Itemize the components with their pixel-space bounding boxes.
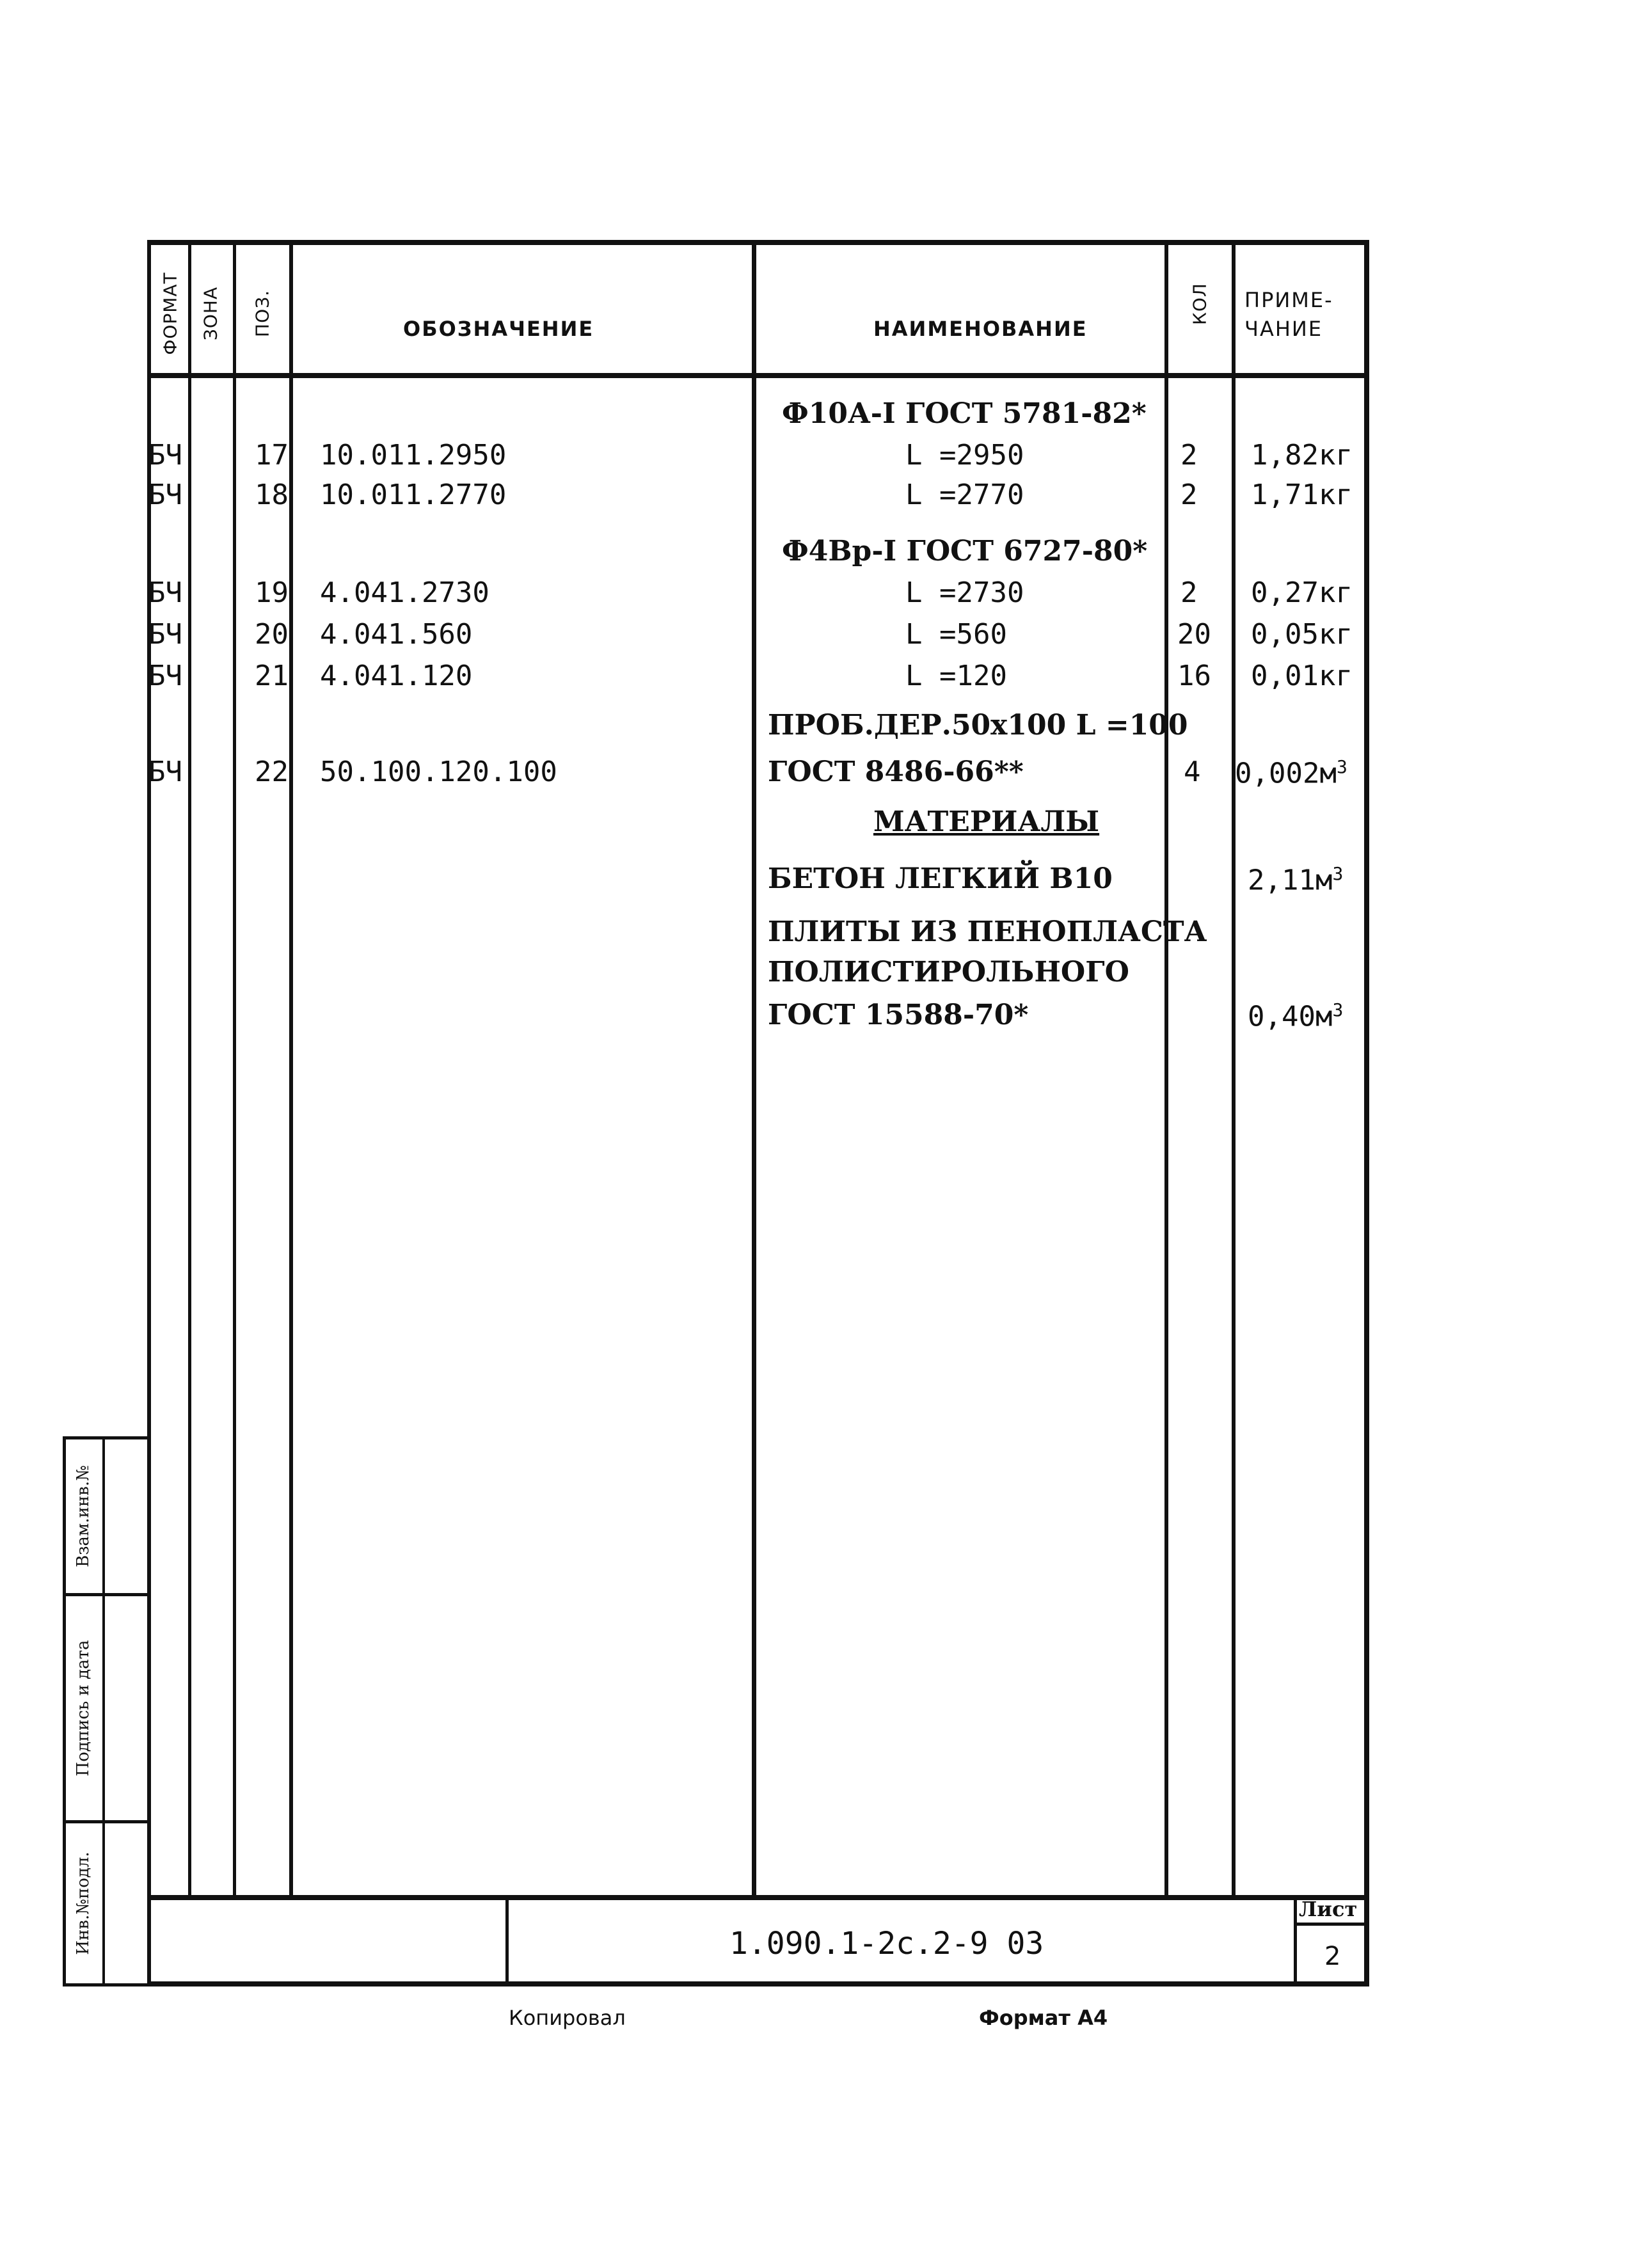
row-name: Ф10А-I ГОСТ 5781-82* [782,397,1147,430]
header-zone: ЗОНА [200,286,221,341]
row-name: ГОСТ 15588-70* [768,999,1029,1031]
row-format: БЧ [148,576,182,609]
row-note: $0,002м^3$ [1235,756,1347,790]
column-divider-name [1164,240,1168,1900]
row-qty: 2 [1180,576,1198,609]
row-name: Ф4Вр-I ГОСТ 6727-80* [782,535,1148,567]
row-designation: 4.041.2730 [320,576,489,609]
header-note-line1: ПРИМЕ- [1244,288,1333,312]
row-designation: 4.041.560 [320,618,473,651]
row-qty: 20 [1177,618,1211,651]
row-pos: 20 [255,618,289,651]
sheet-box-mid [1294,1923,1369,1926]
header-designation: ОБОЗНАЧЕНИЕ [403,317,594,341]
row-pos: 21 [255,660,289,692]
side-strip-mid [102,1436,105,1986]
side-label-podpis: Подпись и дата [74,1640,93,1777]
header-qty: КОЛ [1189,283,1211,325]
row-qty: 2 [1180,479,1198,511]
column-divider-zone [233,240,236,1900]
row-name: L =2950 [905,439,1024,472]
row-format: БЧ [148,439,182,472]
sheet-number: 2 [1324,1942,1341,1971]
row-name: ПРОБ.ДЕР.50х100 L =100 [768,709,1188,741]
column-divider-qty [1232,240,1236,1900]
row-format: БЧ [148,660,182,692]
column-divider-format [188,240,191,1900]
row-name: L =120 [905,660,1007,692]
row-note: $2,11м^3$ [1248,863,1344,897]
side-label-vzam: Взам.инв.№ [74,1465,93,1567]
sheet-box-left [1294,1895,1297,1985]
row-qty: 4 [1184,756,1201,788]
stamp-bottom-line [147,1981,1369,1986]
column-divider-designation [752,240,756,1900]
sheet-label: Лист [1299,1897,1358,1921]
row-pos: 18 [255,479,289,511]
row-name: L =2730 [905,576,1024,609]
row-designation: 50.100.120.100 [320,756,557,788]
row-pos: 19 [255,576,289,609]
header-name: НАИМЕНОВАНИЕ [873,317,1088,341]
stamp-divider [505,1895,509,1985]
row-name: ГОСТ 8486-66** [768,756,1024,788]
row-designation: 10.011.2770 [320,479,507,511]
row-note: 1,71кг [1251,479,1353,511]
row-qty: 2 [1180,439,1198,472]
document-code: 1.090.1-2с.2-9 03 [729,1926,1044,1962]
row-designation: 10.011.2950 [320,439,507,472]
row-note: 0,01кг [1251,660,1353,692]
row-name: L =560 [905,618,1007,651]
row-note: 0,27кг [1251,576,1353,609]
header-bottom-line [147,373,1369,378]
row-name: ПОЛИСТИРОЛЬНОГО [768,956,1129,988]
footer-format: Формат А4 [979,2006,1108,2030]
stamp-top-line [147,1895,1369,1900]
row-qty: 16 [1177,660,1211,692]
row-name: ПЛИТЫ ИЗ ПЕНОПЛАСТА [768,916,1207,948]
row-pos: 22 [255,756,289,788]
row-format: БЧ [148,756,182,788]
row-note: $0,40м^3$ [1248,999,1344,1033]
side-label-inv-podl: Инв.№подл. [74,1852,93,1955]
header-format: ФОРМАТ [159,272,181,355]
header-pos: ПОЗ. [251,290,273,337]
row-name: L =2770 [905,479,1024,511]
row-name: БЕТОН ЛЕГКИЙ В10 [768,862,1113,895]
header-note-line2: ЧАНИЕ [1244,317,1323,341]
section-materials-title: МАТЕРИАЛЫ [873,805,1100,838]
side-strip-bottom [63,1983,149,1986]
row-designation: 4.041.120 [320,660,473,692]
row-note: 1,82кг [1251,439,1353,472]
row-note: 0,05кг [1251,618,1353,651]
row-format: БЧ [148,618,182,651]
row-pos: 17 [255,439,289,472]
footer-copied: Копировал [509,2006,626,2030]
row-format: БЧ [148,479,182,511]
column-divider-pos [289,240,293,1900]
